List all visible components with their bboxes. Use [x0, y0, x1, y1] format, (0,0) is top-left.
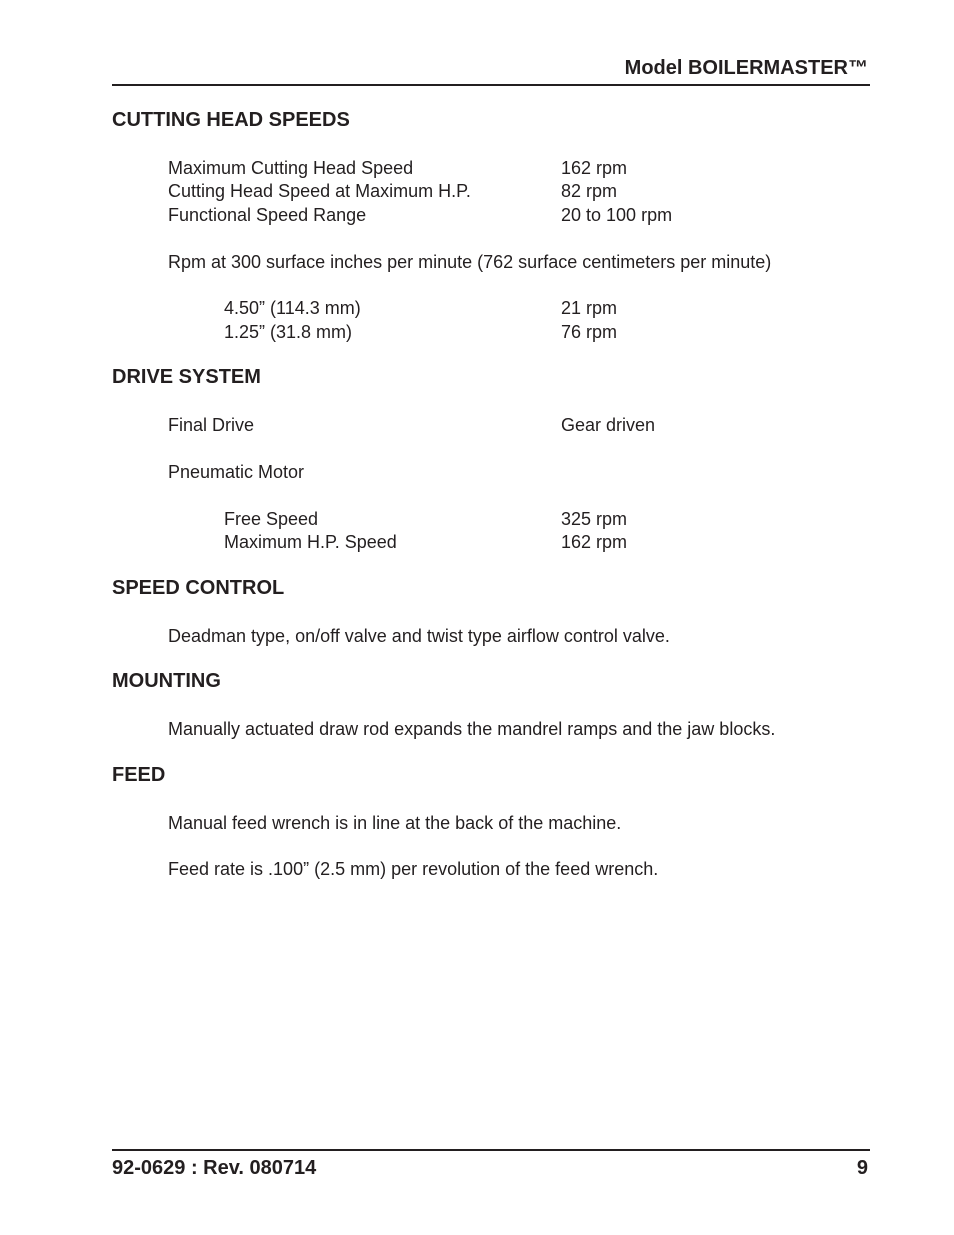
page-number: 9 [856, 1157, 868, 1179]
footer-rule [112, 1149, 870, 1151]
spec-value-final-drive: Gear driven [561, 415, 656, 435]
diameter-label-450: 4.50” (114.3 mm) [224, 298, 361, 318]
section-heading-feed: FEED [112, 764, 166, 786]
diameter-value-450: 21 rpm [561, 298, 618, 318]
spec-label-max-cutting-head-speed: Maximum Cutting Head Speed [168, 158, 414, 178]
spec-value-speed-at-max-hp: 82 rpm [561, 181, 618, 201]
spec-label-final-drive: Final Drive [168, 415, 255, 435]
spec-value-free-speed: 325 rpm [561, 509, 628, 529]
spec-value-functional-speed-range: 20 to 100 rpm [561, 205, 673, 225]
diameter-value-125: 76 rpm [561, 322, 618, 342]
feed-text-rate: Feed rate is .100” (2.5 mm) per revolution of the feed wrench. [168, 859, 659, 879]
section-heading-drive-system: DRIVE SYSTEM [112, 366, 261, 388]
rpm-note: Rpm at 300 surface inches per minute (762 surface centimeters per minute) [168, 252, 772, 272]
footer-doc-number: 92-0629 : Rev. 080714 [112, 1157, 317, 1179]
mounting-text: Manually actuated draw rod expands the mandrel ramps and the jaw blocks. [168, 719, 776, 739]
section-heading-mounting: MOUNTING [112, 670, 221, 692]
header-title: Model BOILERMASTER™ [624, 57, 868, 79]
diameter-label-125: 1.25” (31.8 mm) [224, 322, 353, 342]
pneumatic-motor-label: Pneumatic Motor [168, 462, 305, 482]
section-heading-cutting-head-speeds: CUTTING HEAD SPEEDS [112, 109, 350, 131]
spec-label-free-speed: Free Speed [224, 509, 319, 529]
section-heading-speed-control: SPEED CONTROL [112, 577, 285, 599]
spec-label-speed-at-max-hp: Cutting Head Speed at Maximum H.P. [168, 181, 471, 201]
header-rule [112, 84, 870, 86]
spec-value-max-hp-speed: 162 rpm [561, 532, 628, 552]
speed-control-text: Deadman type, on/off valve and twist type airflow control valve. [168, 626, 670, 646]
spec-value-max-cutting-head-speed: 162 rpm [561, 158, 628, 178]
feed-text-wrench: Manual feed wrench is in line at the back of the machine. [168, 813, 622, 833]
spec-label-functional-speed-range: Functional Speed Range [168, 205, 367, 225]
spec-label-max-hp-speed: Maximum H.P. Speed [224, 532, 397, 552]
